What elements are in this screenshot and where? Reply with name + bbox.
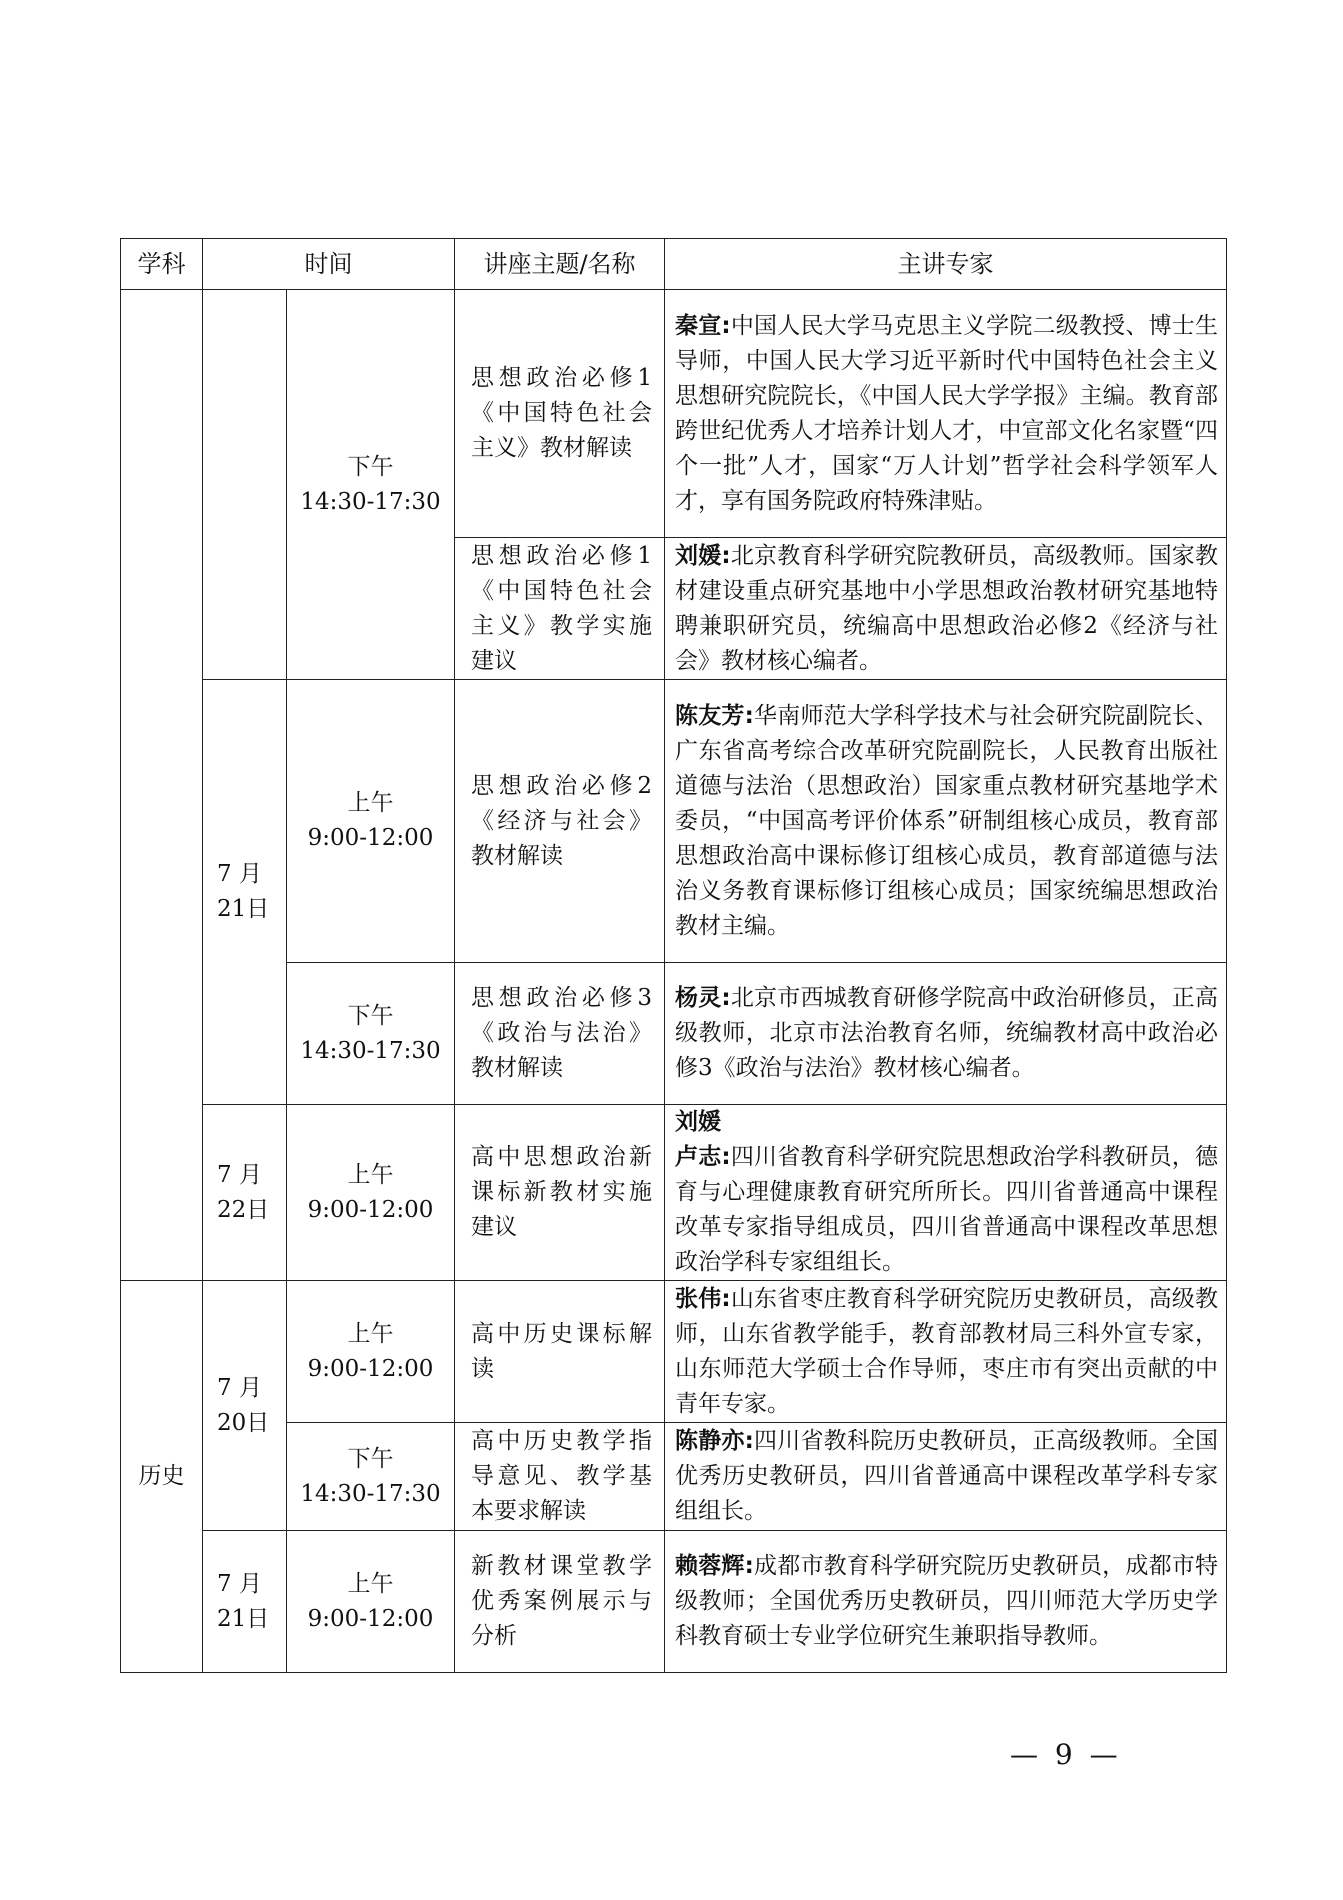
table-row [121,290,1227,538]
session-hours: 9:00-12:00 [307,1355,434,1382]
session-label: 上午 [347,1320,394,1347]
expert-cell [665,1105,1227,1281]
expert-bio: 中国人民大学马克思主义学院二级教授、博士生导师，中国人民大学习近平新时代中国特色社会主义思想研究院院长，《中国人民大学学报》主编。教育部跨世纪优秀人才培养计划人才，中宣部文化名家暨“四个一批”人才，国家“万人计划”哲学社会科学领军人才，享有国务院政府特殊津贴。 [675,312,1219,514]
time-cell [287,290,455,680]
session-hours: 9:00-12:00 [307,1605,434,1632]
session-label: 下午 [347,1002,394,1029]
expert-bio: 北京市西城教育研修学院高中政治研修员，正高级教师，北京市法治教育名师，统编教材高中政治必修3《政治与法治》教材核心编者。 [675,985,1219,1081]
time-cell [287,1423,455,1531]
time-cell [287,1105,455,1281]
page-number: — 9 — [1010,1738,1122,1771]
expert-bio: 北京教育科学研究院教研员，高级教师。国家教材建设重点研究基地中小学思想政治教材研究基地特聘兼职研究员，统编高中思想政治必修2《经济与社会》教材核心编者。 [675,542,1219,674]
table-row [121,680,1227,963]
session-hours: 14:30-17:30 [300,1037,441,1064]
table-row [121,1531,1227,1673]
expert-name: 刘媛: [675,542,731,569]
header-time: 时间 [203,239,455,290]
schedule-table [120,238,1227,1673]
session-label: 上午 [347,790,394,816]
date-cell: 7 月 21日 [203,1531,287,1673]
topic-cell: 思想政治必修3《政治与法治》教材解读 [455,963,665,1105]
session-hours: 14:30-17:30 [300,488,441,515]
expert-cell [665,538,1227,680]
expert-bio: 成都市教育科学研究院历史教研员，成都市特级教师；全国优秀历史教研员，四川师范大学历史学科教育硕士专业学位研究生兼职指导教师。 [675,1553,1218,1649]
expert-bio: 华南师范大学科学技术与社会研究院副院长、广东省高考综合改革研究院副院长，人民教育出版社道德与法治（思想政治）国家重点教材研究基地学术委员，“中国高考评价体系”研制组核心成员，教育部思想政治高中课标修订组核心成员，教育部道德与法治义务教育课标修订组核心成员；国家统编思想政治教材主编。 [675,702,1218,939]
expert-bio: 山东省枣庄教育科学研究院历史教研员，高级教师，山东省教学能手，教育部教材局三科外宣专家，山东师范大学硕士合作导师，枣庄市有突出贡献的中青年专家。 [675,1285,1219,1417]
expert-name: 卢志: [675,1144,731,1170]
expert-name: 赖蓉辉: [675,1553,754,1579]
session-hours: 14:30-17:30 [300,1480,441,1507]
expert-bio: 四川省教科院历史教研员，正高级教师。全国优秀历史教研员，四川省普通高中课程改革学科专家组组长。 [675,1428,1218,1524]
table-row [121,1105,1227,1281]
header-topic: 讲座主题/名称 [455,239,665,290]
expert-cell [665,1281,1227,1423]
time-cell [287,680,455,963]
session-hours: 9:00-12:00 [307,1196,434,1223]
topic-cell: 高中历史教学指导意见、教学基本要求解读 [455,1423,665,1531]
session-label: 上午 [347,1161,394,1188]
topic-cell: 高中历史课标解读 [455,1281,665,1423]
table-row [121,963,1227,1105]
expert-name: 杨灵: [675,985,731,1011]
table-row [121,1281,1227,1423]
expert-name: 陈友芳: [675,702,754,729]
table-row [121,1423,1227,1531]
subject-cell: 历史 [121,1281,203,1673]
table-header-row [121,239,1227,290]
expert-name: 秦宣: [675,312,731,339]
date-cell: 7 月 21日 [203,680,287,1105]
date-cell: 7 月 20日 [203,1281,287,1531]
topic-cell: 思想政治必修2《经济与社会》教材解读 [455,680,665,963]
session-label: 下午 [347,1445,394,1472]
time-cell [287,963,455,1105]
time-cell [287,1531,455,1673]
expert-cell [665,680,1227,963]
expert-name-first: 刘媛 [675,1109,721,1135]
expert-name: 陈静亦: [675,1428,754,1454]
date-cell: 7 月 22日 [203,1105,287,1281]
header-subject: 学科 [121,239,203,290]
expert-bio: 四川省教育科学研究院思想政治学科教研员，德育与心理健康教育研究所所长。四川省普通高中课程改革专家指导组成员，四川省普通高中课程改革思想政治学科专家组组长。 [675,1144,1219,1275]
subject-cell [121,290,203,1281]
time-cell [287,1281,455,1423]
topic-cell: 思想政治必修1《中国特色社会主义》教学实施建议 [455,538,665,680]
date-cell [203,290,287,680]
expert-name: 张伟: [675,1285,731,1312]
expert-cell [665,1423,1227,1531]
topic-cell: 新教材课堂教学优秀案例展示与分析 [455,1531,665,1673]
expert-cell [665,1531,1227,1673]
topic-cell: 思想政治必修1《中国特色社会主义》教材解读 [455,290,665,538]
expert-cell [665,963,1227,1105]
session-label: 上午 [347,1570,394,1597]
session-label: 下午 [347,453,394,480]
topic-cell: 高中思想政治新课标新教材实施建议 [455,1105,665,1281]
expert-cell [665,290,1227,538]
header-expert: 主讲专家 [665,239,1227,290]
session-hours: 9:00-12:00 [307,825,434,851]
